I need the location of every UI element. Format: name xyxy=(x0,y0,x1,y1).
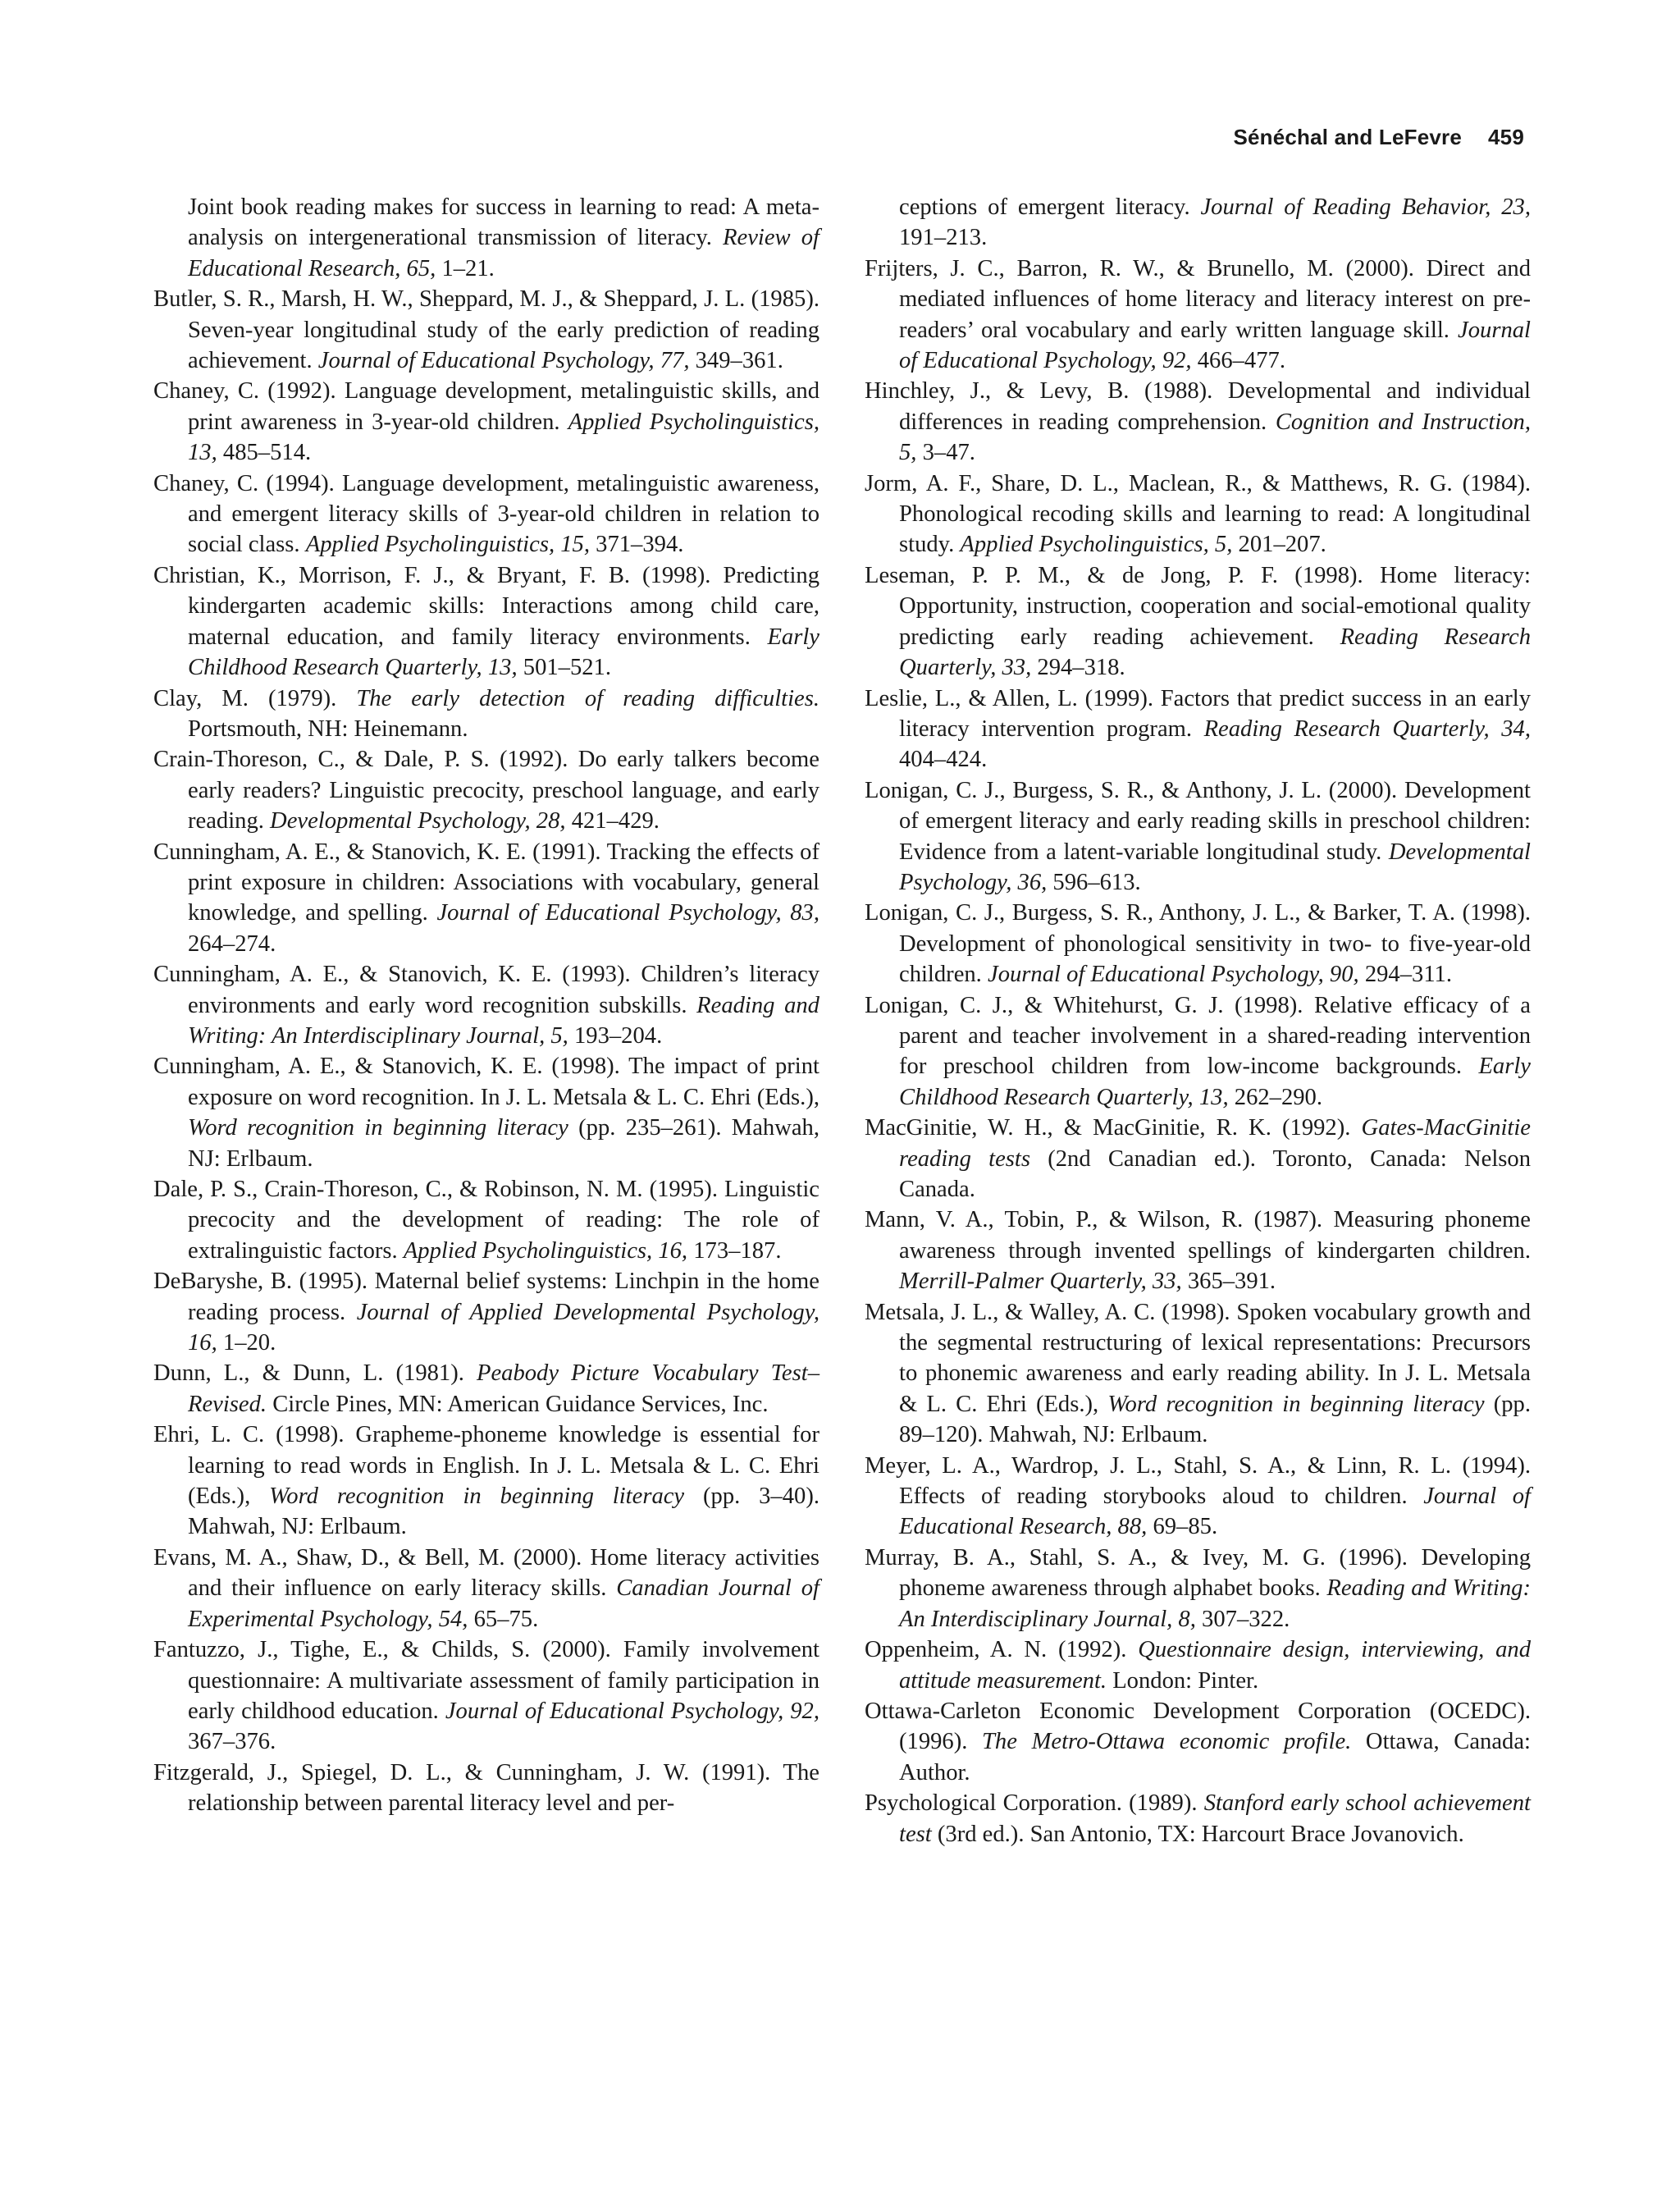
reference-source: Reading Research Quarterly, 34, xyxy=(1203,716,1531,742)
reference-source: Word recognition in beginning literacy xyxy=(1107,1391,1485,1417)
reference-tail: 485–514. xyxy=(222,440,312,466)
reference-entry xyxy=(865,898,1531,990)
reference-source: Journal of Educational Psychology, 90, xyxy=(988,962,1359,988)
reference-entry xyxy=(153,1634,819,1758)
reference-tail: 3–47. xyxy=(922,440,975,466)
reference-text: Oppenheim, A. N. (1992). xyxy=(865,1637,1127,1663)
reference-entry xyxy=(865,684,1531,775)
reference-text: Leseman, P. P. M., & de Jong, P. F. (1998). Home literacy: Opportunity, instruction, cooperation and social-emotional quality predicting early reading achievement. xyxy=(865,562,1531,650)
reference-entry xyxy=(865,1543,1531,1634)
reference-source: Journal of Applied Developmental Psychology, 16, xyxy=(188,1299,819,1356)
reference-source: Early Childhood Research Quarterly, 13, xyxy=(899,1054,1531,1110)
reference-entry xyxy=(865,469,1531,560)
reference-tail: 371–394. xyxy=(596,532,684,558)
reference-tail: 367–376. xyxy=(188,1729,276,1755)
reference-tail: 596–613. xyxy=(1052,869,1141,895)
reference-tail: 262–290. xyxy=(1234,1084,1322,1110)
reference-source: Word recognition in beginning literacy xyxy=(269,1484,685,1510)
reference-entry xyxy=(153,284,819,376)
running-head-authors: Sénéchal and LeFevre xyxy=(1233,125,1463,149)
reference-tail: 264–274. xyxy=(188,930,276,957)
reference-entry xyxy=(153,684,819,745)
reference-tail: 69–85. xyxy=(1153,1514,1218,1540)
reference-source: Journal of Educational Psychology, 92, xyxy=(445,1698,819,1724)
reference-text: Meyer, L. A., Wardrop, J. L., Stahl, S. A., & Linn, R. L. (1994). Effects of reading storybooks aloud to children. xyxy=(865,1452,1531,1510)
reference-text: Cunningham, A. E., & Stanovich, K. E. (1998). The impact of print exposure on word recognition. In J. L. Metsala & L. C. Ehri (Eds.), xyxy=(153,1054,819,1110)
reference-entry xyxy=(153,1420,819,1543)
reference-source: Applied Psycholinguistics, 5, xyxy=(960,532,1233,558)
reference-text: Psychological Corporation. (1989). xyxy=(865,1790,1198,1817)
reference-source: Questionnaire design, interviewing, and attitude measurement. xyxy=(899,1637,1532,1694)
reference-entry xyxy=(865,376,1531,468)
reference-source: Gates-MacGinitie reading tests xyxy=(899,1115,1531,1172)
references-right-column xyxy=(865,192,1531,1849)
reference-text: Crain-Thoreson, C., & Dale, P. S. (1992). Do early talkers become early readers? Linguistic precocity, preschool language, and early reading. xyxy=(153,747,819,834)
reference-tail: 307–322. xyxy=(1202,1606,1290,1632)
reference-entry xyxy=(153,560,819,684)
reference-entry xyxy=(865,1297,1531,1451)
reference-text: Dunn, L., & Dunn, L. (1981). xyxy=(153,1360,464,1387)
reference-entry xyxy=(153,1758,819,1819)
reference-tail: 1–20. xyxy=(222,1330,276,1356)
running-head xyxy=(1233,125,1524,150)
reference-tail: (pp. 89–120). Mahwah, NJ: Erlbaum. xyxy=(899,1391,1531,1448)
reference-entry xyxy=(865,254,1531,377)
reference-text: Lonigan, C. J., & Whitehurst, G. J. (1998). Relative efficacy of a parent and teacher involvement in a shared-reading intervention for preschool children from low-income backgrounds. xyxy=(865,992,1531,1080)
reference-tail: 173–187. xyxy=(693,1237,782,1264)
reference-source: The early detection of reading difficulties. xyxy=(356,685,819,711)
reference-tail: Circle Pines, MN: American Guidance Services, Inc. xyxy=(272,1391,769,1417)
reference-tail: 65–75. xyxy=(473,1606,539,1632)
reference-tail: (pp. 3–40). Mahwah, NJ: Erlbaum. xyxy=(188,1484,819,1540)
reference-text: Mann, V. A., Tobin, P., & Wilson, R. (1987). Measuring phoneme awareness through invented spellings of kindergarten children. xyxy=(865,1207,1531,1264)
reference-tail: (3rd ed.). San Antonio, TX: Harcourt Brace Jovanovich. xyxy=(937,1821,1464,1847)
reference-tail: Ottawa, Canada: Author. xyxy=(899,1729,1531,1785)
reference-text: Butler, S. R., Marsh, H. W., Sheppard, M. J., & Sheppard, J. L. (1985). Seven-year longitudinal study of the early prediction of reading achievement. xyxy=(153,286,819,374)
reference-text: Chaney, C. (1994). Language development, metalinguistic awareness, and emergent literacy skills of 3-year-old children in relation to social class. xyxy=(153,470,819,558)
reference-tail: 191–213. xyxy=(899,225,988,251)
reference-text: Fantuzzo, J., Tighe, E., & Childs, S. (2000). Family involvement questionnaire: A multivariate assessment of family participation in early childhood education. xyxy=(153,1637,819,1724)
reference-text: Chaney, C. (1992). Language development, metalinguistic skills, and print awareness in 3-year-old children. xyxy=(153,378,819,435)
reference-tail: (2nd Canadian ed.). Toronto, Canada: Nelson Canada. xyxy=(899,1145,1532,1202)
reference-source: Developmental Psychology, 36, xyxy=(899,839,1531,895)
reference-entry xyxy=(153,1266,819,1358)
reference-source: Stanford early school achievement test xyxy=(899,1790,1531,1847)
reference-text: DeBaryshe, B. (1995). Maternal belief systems: Linchpin in the home reading process. xyxy=(153,1269,819,1325)
reference-tail: Portsmouth, NH: Heinemann. xyxy=(188,716,468,742)
reference-source: Merrill-Palmer Quarterly, 33, xyxy=(899,1269,1182,1295)
reference-text: Ottawa-Carleton Economic Development Corporation (OCEDC). (1996). xyxy=(865,1698,1531,1755)
reference-tail: 365–391. xyxy=(1187,1269,1276,1295)
reference-entry xyxy=(865,775,1531,898)
reference-tail: 501–521. xyxy=(523,655,611,681)
reference-entry xyxy=(865,1451,1531,1543)
reference-entry xyxy=(865,560,1531,684)
reference-source: The Metro-Ottawa economic profile. xyxy=(982,1729,1352,1755)
reference-tail: 294–311. xyxy=(1364,962,1452,988)
reference-entry xyxy=(865,1113,1531,1205)
reference-entry xyxy=(865,192,1531,254)
reference-text: Metsala, J. L., & Walley, A. C. (1998). Spoken vocabulary growth and the segmental restructuring of lexical representations: Precursors to phonemic awareness and early reading ability. In J. L. Metsala & L. C. Ehri (Eds.), xyxy=(865,1299,1531,1417)
reference-tail: 1–21. xyxy=(441,255,495,281)
reference-tail: London: Pinter. xyxy=(1112,1667,1259,1694)
reference-entry xyxy=(153,959,819,1051)
reference-source: Developmental Psychology, 28, xyxy=(270,808,566,834)
reference-source: Peabody Picture Vocabulary Test–Revised. xyxy=(188,1360,819,1417)
reference-source: Journal of Educational Psychology, 92, xyxy=(899,317,1531,374)
reference-text: MacGinitie, W. H., & MacGinitie, R. K. (1992). xyxy=(865,1115,1351,1141)
reference-source: Applied Psycholinguistics, 15, xyxy=(305,532,590,558)
reference-entry xyxy=(865,1696,1531,1788)
reference-text: Joint book reading makes for success in learning to read: A meta-analysis on intergenerational transmission of literacy. xyxy=(188,194,819,251)
reference-tail: 466–477. xyxy=(1197,348,1285,374)
reference-entry xyxy=(153,1358,819,1420)
reference-source: Word recognition in beginning literacy xyxy=(188,1115,568,1141)
reference-text: Cunningham, A. E., & Stanovich, K. E. (1993). Children’s literacy environments and early word recognition subskills. xyxy=(153,962,819,1018)
reference-tail: (pp. 235–261). Mahwah, NJ: Erlbaum. xyxy=(188,1115,819,1172)
reference-entry xyxy=(865,1205,1531,1296)
reference-tail: 404–424. xyxy=(899,747,988,773)
reference-entry xyxy=(153,744,819,836)
reference-entry xyxy=(865,1634,1531,1696)
reference-source: Journal of Reading Behavior, 23, xyxy=(1200,194,1531,220)
reference-entry xyxy=(865,1788,1531,1849)
reference-entry xyxy=(153,469,819,560)
reference-tail: 201–207. xyxy=(1238,532,1326,558)
reference-text: Clay, M. (1979). xyxy=(153,685,337,711)
reference-source: Journal of Educational Research, 88, xyxy=(899,1484,1531,1540)
reference-entry xyxy=(153,1543,819,1634)
reference-text: Leslie, L., & Allen, L. (1999). Factors that predict success in an early literacy intervention program. xyxy=(865,685,1531,742)
reference-source: Review of Educational Research, 65, xyxy=(188,225,820,281)
reference-tail: 421–429. xyxy=(571,808,660,834)
reference-text: Cunningham, A. E., & Stanovich, K. E. (1991). Tracking the effects of print exposure in children: Associations with vocabulary, general knowledge, and spelling. xyxy=(153,839,819,926)
reference-text: Christian, K., Morrison, F. J., & Bryant, F. B. (1998). Predicting kindergarten academic skills: Interactions among child care, maternal education, and family literacy environments. xyxy=(153,562,819,650)
reference-entry xyxy=(153,837,819,960)
reference-source: Reading and Writing: An Interdisciplinary Journal, 8, xyxy=(899,1575,1531,1632)
reference-text: Dale, P. S., Crain-Thoreson, C., & Robinson, N. M. (1995). Linguistic precocity and the development of reading: The role of extralinguistic factors. xyxy=(153,1177,819,1264)
reference-tail: 349–361. xyxy=(695,348,783,374)
reference-source: Applied Psycholinguistics, 13, xyxy=(188,409,819,466)
reference-entry xyxy=(153,376,819,468)
reference-entry xyxy=(153,192,819,284)
reference-tail: 193–204. xyxy=(573,1022,663,1049)
reference-entry xyxy=(153,1051,819,1174)
page-number: 459 xyxy=(1488,125,1524,149)
reference-source: Reading and Writing: An Interdisciplinary Journal, 5, xyxy=(188,992,819,1049)
reference-source: Canadian Journal of Experimental Psychology, 54, xyxy=(188,1575,819,1632)
references-left-column xyxy=(153,192,819,1819)
reference-text: Evans, M. A., Shaw, D., & Bell, M. (2000). Home literacy activities and their influence on early literacy skills. xyxy=(153,1544,819,1602)
reference-text: Murray, B. A., Stahl, S. A., & Ivey, M. G. (1996). Developing phoneme awareness through alphabet books. xyxy=(865,1544,1531,1602)
reference-text: Lonigan, C. J., Burgess, S. R., & Anthony, J. L. (2000). Development of emergent literacy and early reading skills in preschool children: Evidence from a latent-variable longitudinal study. xyxy=(865,777,1531,865)
reference-entry xyxy=(153,1174,819,1266)
reference-source: Reading Research Quarterly, 33, xyxy=(899,624,1531,681)
reference-source: Applied Psycholinguistics, 16, xyxy=(403,1237,688,1264)
reference-text: Fitzgerald, J., Spiegel, D. L., & Cunningham, J. W. (1991). The relationship between parental literacy level and per- xyxy=(153,1759,819,1817)
reference-text: Lonigan, C. J., Burgess, S. R., Anthony, J. L., & Barker, T. A. (1998). Development of phonological sensitivity in two- to five-year-old children. xyxy=(865,900,1531,988)
reference-source: Cognition and Instruction, 5, xyxy=(899,409,1531,466)
reference-source: Journal of Educational Psychology, 83, xyxy=(436,900,819,926)
reference-tail: 294–318. xyxy=(1037,655,1125,681)
reference-source: Early Childhood Research Quarterly, 13, xyxy=(188,624,819,681)
reference-entry xyxy=(865,990,1531,1113)
reference-source: Journal of Educational Psychology, 77, xyxy=(317,348,690,374)
reference-text: Ehri, L. C. (1998). Grapheme-phoneme knowledge is essential for learning to read words in English. In J. L. Metsala & L. C. Ehri (Eds.), xyxy=(153,1422,819,1510)
reference-text: Frijters, J. C., Barron, R. W., & Brunello, M. (2000). Direct and mediated influences of home literacy and literacy interest on pre-readers’ oral vocabulary and early written language skill. xyxy=(865,255,1531,343)
reference-text: Jorm, A. F., Share, D. L., Maclean, R., & Matthews, R. G. (1984). Phonological recoding skills and learning to read: A longitudinal study. xyxy=(865,470,1531,558)
reference-text: ceptions of emergent literacy. xyxy=(899,194,1190,220)
reference-text: Hinchley, J., & Levy, B. (1988). Developmental and individual differences in reading comprehension. xyxy=(865,378,1531,435)
